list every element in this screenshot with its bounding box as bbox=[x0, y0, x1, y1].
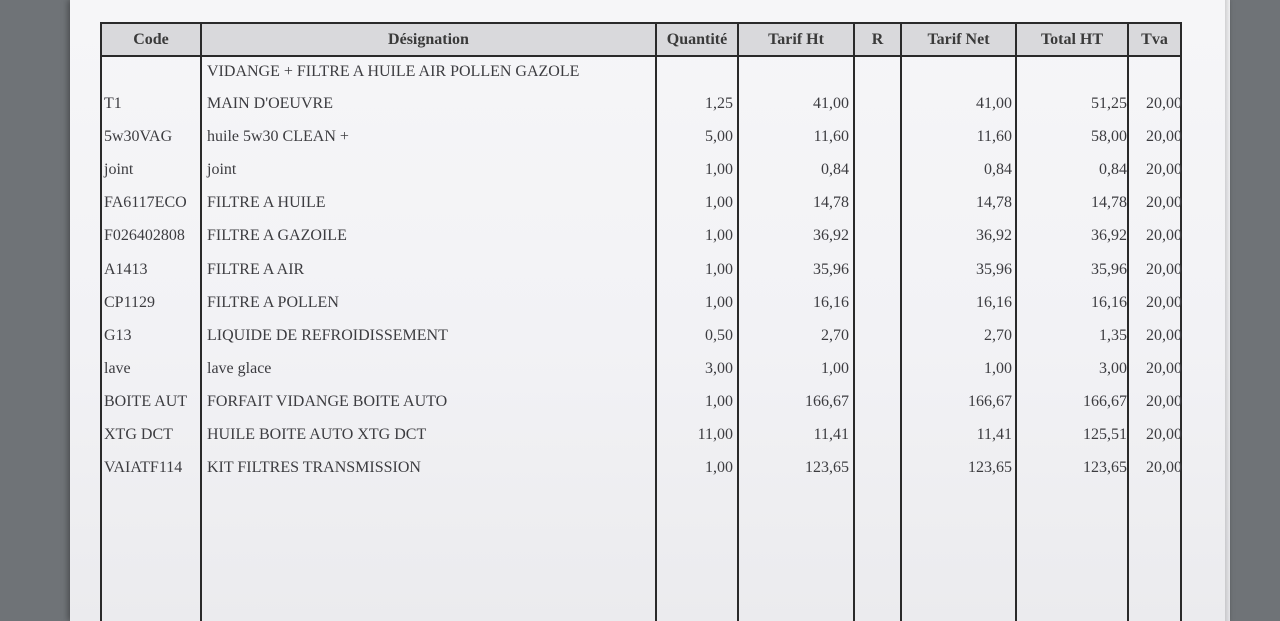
cell-total-ht: 123,65 bbox=[1083, 459, 1127, 476]
header-tva: Tva bbox=[1141, 31, 1168, 48]
cell-quantite: 11,00 bbox=[697, 426, 733, 443]
cell-quantite: 1,00 bbox=[705, 261, 733, 278]
header-tarif-net: Tarif Net bbox=[927, 31, 990, 48]
cell-total-ht: 0,84 bbox=[1099, 161, 1127, 178]
cell-designation: FILTRE A AIR bbox=[207, 261, 305, 278]
cell-tarif-net: 11,60 bbox=[976, 128, 1012, 145]
cell-tarif-ht: 36,92 bbox=[813, 227, 849, 244]
col-border-left bbox=[100, 22, 102, 621]
col-border-tarif-ht bbox=[853, 22, 855, 621]
cell-tarif-net: 11,41 bbox=[976, 426, 1012, 443]
header-total-ht: Total HT bbox=[1040, 31, 1104, 48]
cell-tarif-ht: 14,78 bbox=[813, 194, 849, 211]
cell-tarif-ht: 0,84 bbox=[821, 161, 849, 178]
cell-tarif-ht: 41,00 bbox=[813, 95, 849, 112]
cell-quantite: 1,00 bbox=[705, 194, 733, 211]
cell-designation: FILTRE A GAZOILE bbox=[207, 227, 347, 244]
cell-tarif-ht: 2,70 bbox=[821, 327, 849, 344]
cell-code: CP1129 bbox=[104, 294, 155, 311]
header-code: Code bbox=[133, 31, 169, 48]
cell-code: 5w30VAG bbox=[104, 128, 173, 145]
cell-designation: lave glace bbox=[207, 360, 272, 377]
cell-code: G13 bbox=[104, 327, 132, 344]
cell-tva: 20,00 bbox=[1146, 459, 1182, 476]
cell-total-ht: 14,78 bbox=[1091, 194, 1127, 211]
cell-quantite: 1,00 bbox=[705, 459, 733, 476]
cell-tarif-ht: 16,16 bbox=[813, 294, 849, 311]
col-border-code bbox=[200, 22, 202, 621]
cell-designation: FILTRE A POLLEN bbox=[207, 294, 339, 311]
cell-total-ht: 36,92 bbox=[1091, 227, 1127, 244]
cell-tarif-net: 1,00 bbox=[984, 360, 1012, 377]
cell-tva: 20,00 bbox=[1146, 261, 1182, 278]
cell-tva: 20,00 bbox=[1146, 426, 1182, 443]
cell-code: FA6117ECO bbox=[104, 194, 187, 211]
header-r: R bbox=[871, 31, 884, 48]
cell-designation: MAIN D'OEUVRE bbox=[207, 95, 333, 112]
cell-quantite: 5,00 bbox=[705, 128, 733, 145]
cell-tva: 20,00 bbox=[1146, 95, 1182, 112]
header-designation: Désignation bbox=[388, 31, 469, 48]
header-tarif-ht: Tarif Ht bbox=[768, 31, 824, 48]
cell-tarif-ht: 11,41 bbox=[813, 426, 849, 443]
cell-code: joint bbox=[104, 161, 134, 178]
cell-total-ht: 1,35 bbox=[1099, 327, 1127, 344]
cell-code: XTG DCT bbox=[104, 426, 173, 443]
cell-tarif-ht: 11,60 bbox=[813, 128, 849, 145]
cell-tarif-ht: 123,65 bbox=[805, 459, 849, 476]
cell-tarif-net: 14,78 bbox=[976, 194, 1012, 211]
cell-designation: huile 5w30 CLEAN + bbox=[207, 128, 349, 145]
cell-tva: 20,00 bbox=[1146, 161, 1182, 178]
cell-total-ht: 51,25 bbox=[1091, 95, 1127, 112]
cell-quantite: 0,50 bbox=[705, 327, 733, 344]
cell-code: A1413 bbox=[104, 261, 148, 278]
header-quantite: Quantité bbox=[666, 31, 728, 48]
cell-tarif-net: 35,96 bbox=[976, 261, 1012, 278]
cell-tarif-ht: 1,00 bbox=[821, 360, 849, 377]
cell-tva: 20,00 bbox=[1146, 360, 1182, 377]
cell-tva: 20,00 bbox=[1146, 393, 1182, 410]
cell-code: T1 bbox=[104, 95, 122, 112]
cell-tarif-net: 2,70 bbox=[984, 327, 1012, 344]
cell-total-ht: 3,00 bbox=[1099, 360, 1127, 377]
cell-tarif-net: 166,67 bbox=[968, 393, 1012, 410]
cell-tarif-ht: 35,96 bbox=[813, 261, 849, 278]
cell-tva: 20,00 bbox=[1146, 294, 1182, 311]
cell-total-ht: 16,16 bbox=[1091, 294, 1127, 311]
cell-code: lave bbox=[104, 360, 131, 377]
cell-total-ht: 125,51 bbox=[1083, 426, 1127, 443]
cell-tarif-net: 41,00 bbox=[976, 95, 1012, 112]
cell-designation: FILTRE A HUILE bbox=[207, 194, 326, 211]
cell-tarif-net: 16,16 bbox=[976, 294, 1012, 311]
cell-tva: 20,00 bbox=[1146, 227, 1182, 244]
cell-total-ht: 58,00 bbox=[1091, 128, 1127, 145]
cell-designation: joint bbox=[207, 161, 237, 178]
cell-tva: 20,00 bbox=[1146, 194, 1182, 211]
cell-designation: KIT FILTRES TRANSMISSION bbox=[207, 459, 421, 476]
cell-tarif-net: 36,92 bbox=[976, 227, 1012, 244]
cell-code: BOITE AUT bbox=[104, 393, 188, 410]
cell-designation: FORFAIT VIDANGE BOITE AUTO bbox=[207, 393, 448, 410]
cell-quantite: 1,00 bbox=[705, 294, 733, 311]
cell-quantite: 1,00 bbox=[705, 161, 733, 178]
cell-tarif-net: 123,65 bbox=[968, 459, 1012, 476]
cell-total-ht: 166,67 bbox=[1083, 393, 1127, 410]
cell-tarif-net: 0,84 bbox=[984, 161, 1012, 178]
cell-designation: HUILE BOITE AUTO XTG DCT bbox=[207, 426, 427, 443]
section-title: VIDANGE + FILTRE A HUILE AIR POLLEN GAZOLE bbox=[207, 63, 580, 80]
cell-quantite: 1,25 bbox=[705, 95, 733, 112]
header-bottom-border bbox=[100, 55, 1180, 57]
cell-code: F026402808 bbox=[104, 227, 185, 244]
cell-tva: 20,00 bbox=[1146, 128, 1182, 145]
cell-tva: 20,00 bbox=[1146, 327, 1182, 344]
cell-quantite: 3,00 bbox=[705, 360, 733, 377]
cell-tarif-ht: 166,67 bbox=[805, 393, 849, 410]
cell-designation: LIQUIDE DE REFROIDISSEMENT bbox=[207, 327, 448, 344]
cell-code: VAIATF114 bbox=[104, 459, 183, 476]
cell-quantite: 1,00 bbox=[705, 227, 733, 244]
cell-quantite: 1,00 bbox=[705, 393, 733, 410]
cell-total-ht: 35,96 bbox=[1091, 261, 1127, 278]
